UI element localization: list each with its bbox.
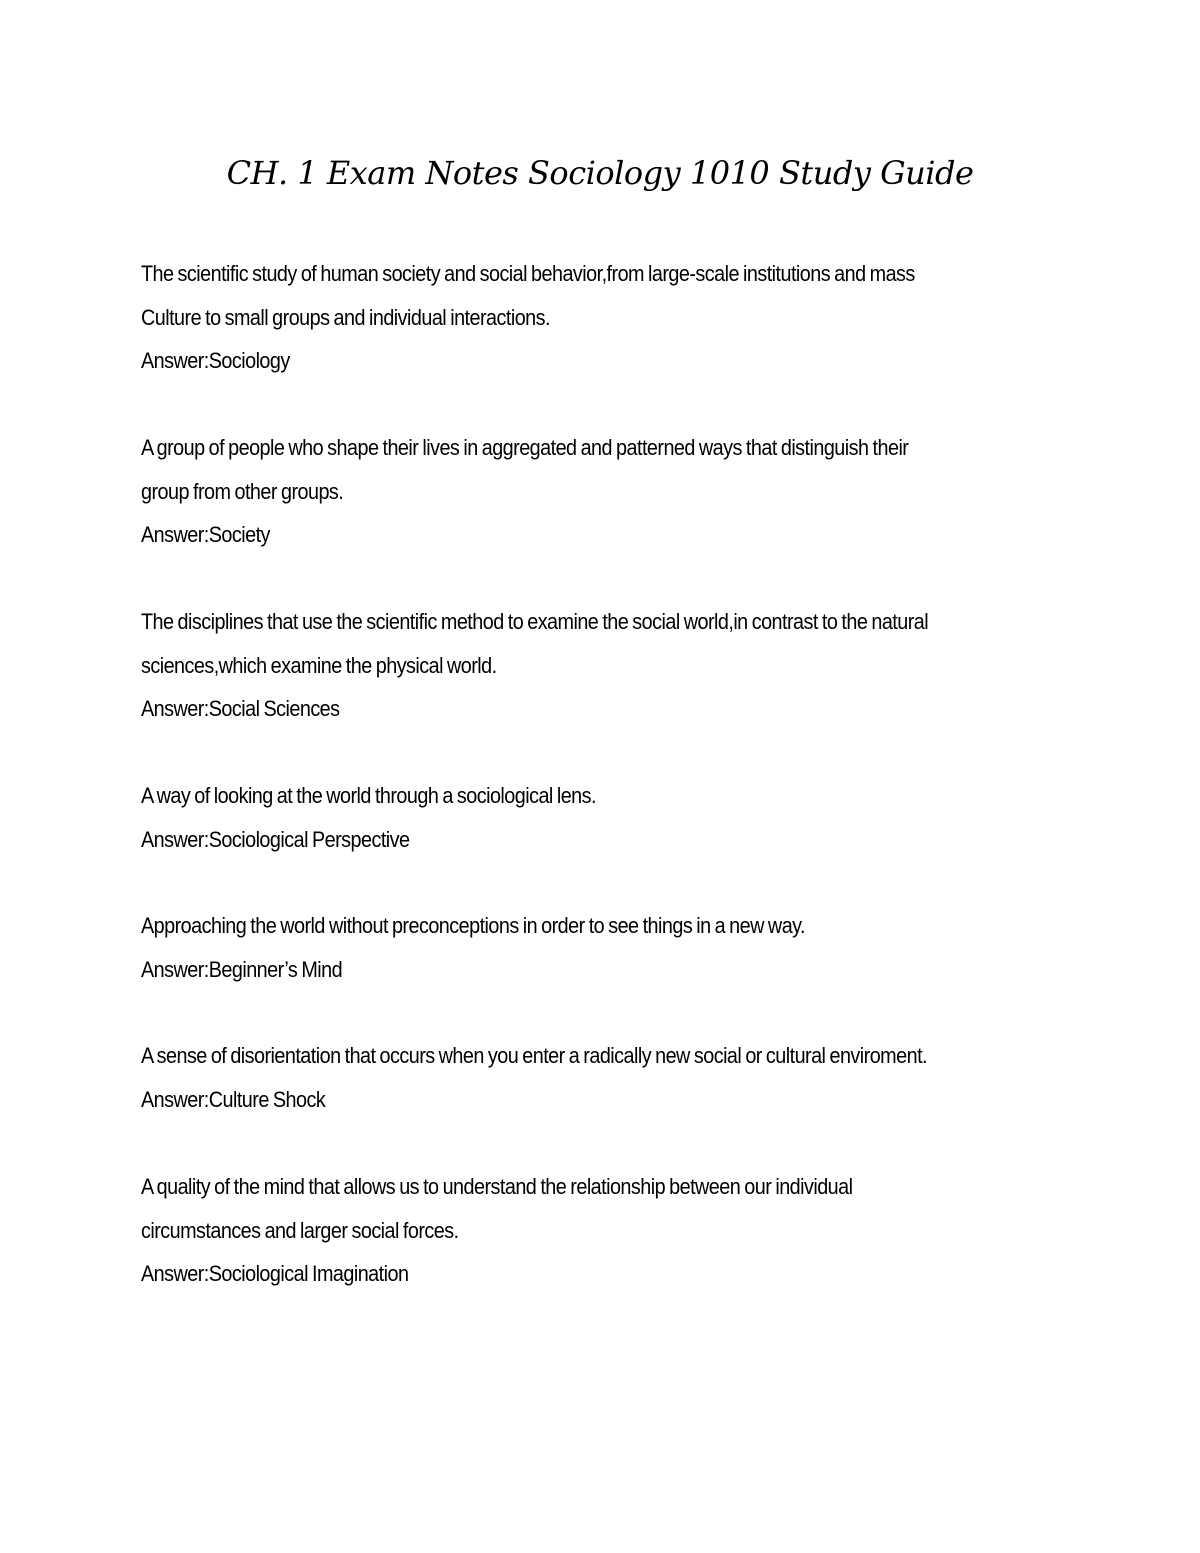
list-item (141, 426, 1041, 557)
list-item (141, 252, 1041, 383)
definition-line: A sense of disorientation that occurs when you enter a radically new social or cultural enviroment. (141, 1043, 927, 1068)
answer-line: Answer:Sociological Perspective (141, 826, 410, 852)
definition-line: group from other groups. (141, 478, 344, 504)
definition-line: Culture to small groups and individual interactions. (141, 304, 550, 330)
definition-line: The disciplines that use the scientific method to examine the social world,in contrast to the natural (141, 609, 929, 634)
answer-line: Answer:Culture Shock (141, 1086, 326, 1112)
answer-line: Answer:Society (141, 522, 270, 547)
list-item (141, 1034, 1041, 1121)
list-item (141, 1165, 1041, 1296)
list-item (141, 600, 1041, 731)
answer-line: Answer:Beginner’s Mind (141, 956, 343, 982)
definition-line: circumstances and larger social forces. (141, 1217, 459, 1243)
list-item (141, 904, 1041, 991)
answer-line: Answer:Social Sciences (141, 696, 340, 721)
definition-line: A way of looking at the world through a sociological lens. (141, 783, 596, 808)
page-title: CH. 1 Exam Notes Sociology 1010 Study Guide (226, 154, 974, 192)
answer-line: Answer:Sociological Imagination (141, 1261, 409, 1286)
definition-line: A group of people who shape their lives in aggregated and patterned ways that distinguish their (141, 435, 909, 460)
answer-line: Answer:Sociology (141, 348, 290, 373)
definition-line: Approaching the world without preconceptions in order to see things in a new way. (141, 913, 806, 938)
list-item (141, 774, 1041, 861)
definition-line: The scientific study of human society and social behavior,from large-scale institutions and mass (141, 261, 915, 286)
definition-line: sciences,which examine the physical world. (141, 652, 497, 678)
definition-line: A quality of the mind that allows us to understand the relationship between our individual (141, 1174, 853, 1199)
